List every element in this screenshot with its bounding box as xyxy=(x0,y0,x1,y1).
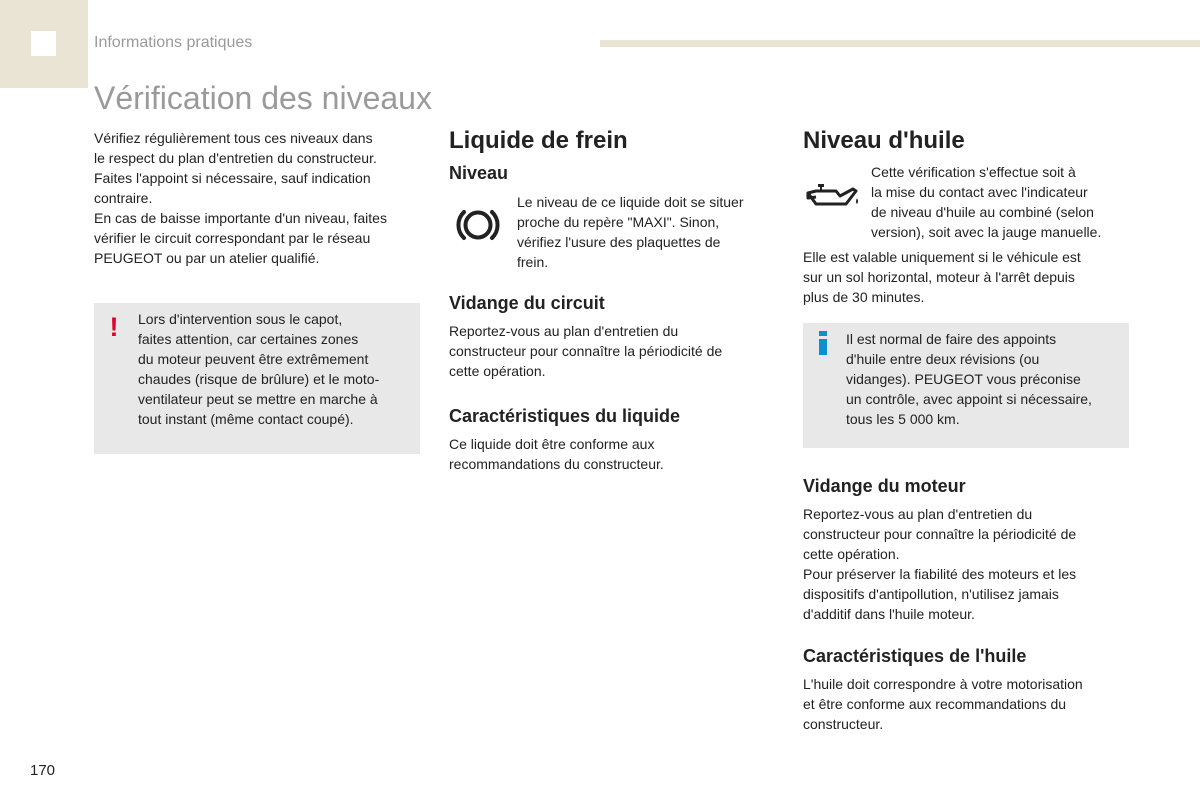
brake-spec-title: Caractéristiques du liquide xyxy=(449,406,681,426)
brake-drain-title: Vidange du circuit xyxy=(449,293,605,313)
oil-drain-text xyxy=(803,504,1133,624)
brake-niveau-text xyxy=(517,192,777,272)
oil-drain-line: Reportez-vous au plan d'entretien du xyxy=(803,506,1033,522)
brake-drain-line: cette opération. xyxy=(449,363,546,379)
brake-drain-text xyxy=(449,321,779,381)
warning-line: tout instant (même contact coupé). xyxy=(138,411,354,427)
warning-line: Lors d'intervention sous le capot, xyxy=(138,311,343,327)
oil-title: Niveau d'huile xyxy=(803,127,965,154)
oil-check-text xyxy=(871,162,1161,242)
brake-drain-line: constructeur pour connaître la périodicité de xyxy=(449,343,723,359)
oil-spec-line: L'huile doit correspondre à votre motorisation xyxy=(803,676,1083,692)
oil-valid-line: sur un sol horizontal, moteur à l'arrêt depuis xyxy=(803,269,1075,285)
intro-line: En cas de baisse importante d'un niveau, faites xyxy=(94,210,387,226)
brake-niveau-line: vérifiez l'usure des plaquettes de xyxy=(517,234,721,250)
oil-spec-line: constructeur. xyxy=(803,716,884,732)
warning-text xyxy=(138,309,414,429)
intro-paragraph xyxy=(94,128,420,268)
brake-spec-text xyxy=(449,434,779,474)
brake-warning-icon xyxy=(453,202,503,248)
oil-check-line: version), soit avec la jauge manuelle. xyxy=(871,224,1102,240)
section-label: Informations pratiques xyxy=(94,34,253,51)
oil-spec-title: Caractéristiques de l'huile xyxy=(803,646,1027,666)
info-line: un contrôle, avec appoint si nécessaire, xyxy=(846,391,1092,407)
info-icon xyxy=(818,331,828,355)
oil-valid-line: Elle est valable uniquement si le véhicule est xyxy=(803,249,1081,265)
page-number: 170 xyxy=(30,762,56,779)
oil-check-line: Cette vérification s'effectue soit à xyxy=(871,164,1076,180)
brake-niveau-line: proche du repère "MAXI". Sinon, xyxy=(517,214,720,230)
info-line: tous les 5 000 km. xyxy=(846,411,960,427)
oil-drain-line: Pour préserver la fiabilité des moteurs et les xyxy=(803,566,1077,582)
oil-drain-line: cette opération. xyxy=(803,546,900,562)
oil-valid-text xyxy=(803,247,1133,307)
warning-line: chaudes (risque de brûlure) et le moto- xyxy=(138,371,380,387)
corner-square xyxy=(31,31,56,56)
oil-check-line: la mise du contact avec l'indicateur xyxy=(871,184,1088,200)
header-rule xyxy=(600,40,1200,47)
warning-line: ventilateur peut se mettre en marche à xyxy=(138,391,378,407)
info-line: d'huile entre deux révisions (ou xyxy=(846,351,1040,367)
warning-line: du moteur peuvent être extrêmement xyxy=(138,351,369,367)
oil-drain-line: constructeur pour connaître la périodicité de xyxy=(803,526,1077,542)
oil-drain-line: dispositifs d'antipollution, n'utilisez jamais xyxy=(803,586,1059,602)
brake-spec-line: recommandations du constructeur. xyxy=(449,456,664,472)
info-box xyxy=(803,323,1129,448)
oil-drain-title: Vidange du moteur xyxy=(803,476,966,496)
intro-line: Faites l'appoint si nécessaire, sauf indication xyxy=(94,170,371,186)
brake-title: Liquide de frein xyxy=(449,127,628,154)
intro-line: le respect du plan d'entretien du constructeur. xyxy=(94,150,377,166)
info-text xyxy=(846,329,1126,429)
warning-box xyxy=(94,303,420,454)
info-line: Il est normal de faire des appoints xyxy=(846,331,1057,347)
brake-niveau-line: Le niveau de ce liquide doit se situer xyxy=(517,194,744,210)
intro-line: contraire. xyxy=(94,190,153,206)
exclamation-icon: ! xyxy=(109,312,119,342)
brake-drain-line: Reportez-vous au plan d'entretien du xyxy=(449,323,679,339)
intro-line: Vérifiez régulièrement tous ces niveaux dans xyxy=(94,130,373,146)
oil-spec-text xyxy=(803,674,1133,734)
info-line: vidanges). PEUGEOT vous préconise xyxy=(846,371,1081,387)
warning-line: faites attention, car certaines zones xyxy=(138,331,359,347)
brake-spec-line: Ce liquide doit être conforme aux xyxy=(449,436,655,452)
brake-niveau-title: Niveau xyxy=(449,163,509,183)
oil-check-line: de niveau d'huile au combiné (selon xyxy=(871,204,1094,220)
brake-niveau-line: frein. xyxy=(517,254,549,270)
oil-can-icon xyxy=(806,180,862,210)
page-title: Vérification des niveaux xyxy=(94,80,432,116)
intro-line: PEUGEOT ou par un atelier qualifié. xyxy=(94,250,320,266)
oil-drain-line: d'additif dans l'huile moteur. xyxy=(803,606,975,622)
intro-line: vérifier le circuit correspondant par le réseau xyxy=(94,230,371,246)
oil-spec-line: et être conforme aux recommandations du xyxy=(803,696,1067,712)
oil-valid-line: plus de 30 minutes. xyxy=(803,289,925,305)
